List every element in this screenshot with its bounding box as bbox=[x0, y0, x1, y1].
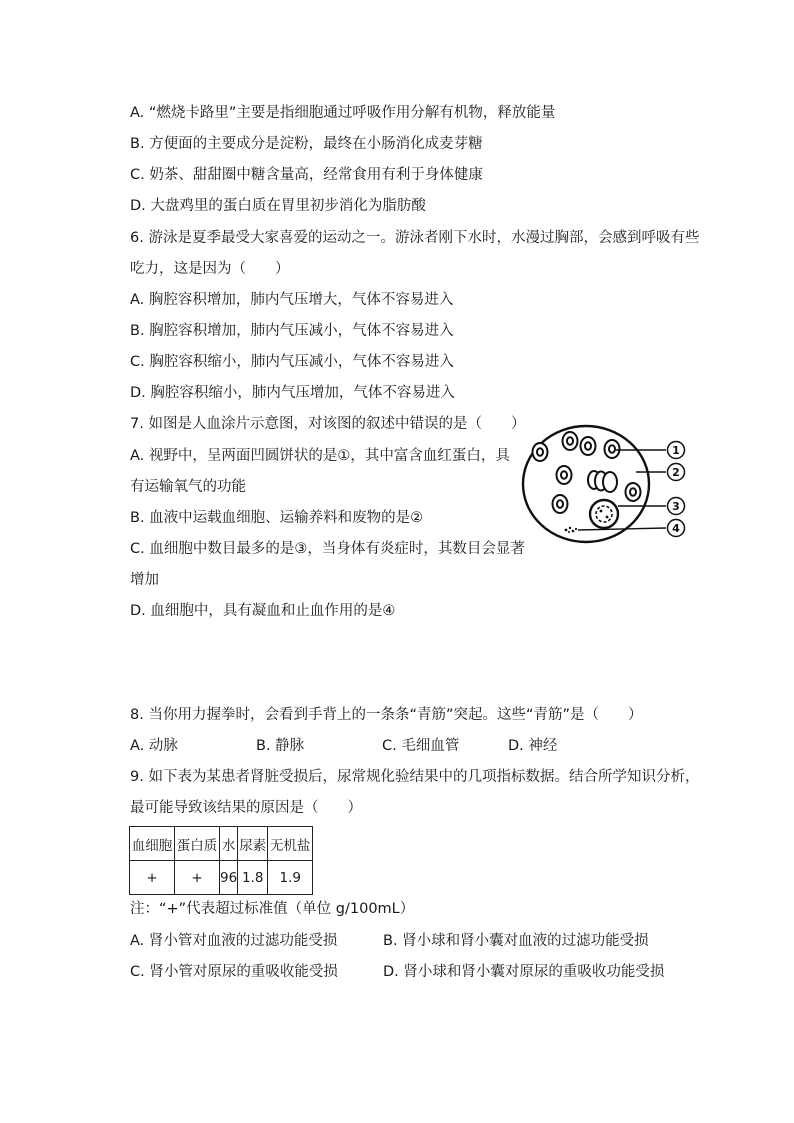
q8-stem: 8. 当你用力握拳时，会看到手背上的一条条“青筋”突起。这些“青筋”是（ ） bbox=[130, 707, 643, 723]
header-protein: 蛋白质 bbox=[175, 827, 220, 861]
q9-option-c: C. 肾小管对原尿的重吸收能受损 bbox=[130, 964, 338, 980]
q6-stem-line1: 6. 游泳是夏季最受大家喜爱的运动之一。游泳者刚下水时，水漫过胸部，会感到呼吸有些 bbox=[130, 230, 700, 246]
q5-option-a: A. “燃烧卡路里”主要是指细胞通过呼吸作用分解有机物，释放能量 bbox=[130, 105, 556, 121]
rbc-stack-3 bbox=[603, 472, 617, 492]
q7-option-a-line2: 有运输氧气的功能 bbox=[130, 479, 246, 495]
header-blood-cells: 血细胞 bbox=[130, 827, 175, 861]
q6-option-d: D. 胸腔容积缩小，肺内气压增加，气体不容易进入 bbox=[130, 385, 455, 401]
blood-smear-figure bbox=[518, 418, 694, 548]
q8-option-c: C. 毛细血管 bbox=[382, 738, 460, 754]
white-blood-cell bbox=[590, 500, 618, 528]
header-water: 水 bbox=[220, 827, 238, 861]
urinalysis-table bbox=[129, 826, 313, 895]
label-2: 2 bbox=[672, 466, 680, 479]
q6-option-c: C. 胸腔容积缩小，肺内气压减小，气体不容易进入 bbox=[130, 354, 454, 370]
q5-option-c: C. 奶茶、甜甜圈中糖含量高，经常食用有利于身体健康 bbox=[130, 167, 483, 183]
q8-option-a: A. 动脉 bbox=[130, 738, 178, 754]
q6-option-a: A. 胸腔容积增加，肺内气压增大，气体不容易进入 bbox=[130, 292, 454, 308]
label-3: 3 bbox=[672, 500, 680, 513]
q7-option-a-line1: A. 视野中，呈两面凹圆饼状的是①，其中富含血红蛋白，具 bbox=[130, 448, 510, 464]
q5-option-b: B. 方便面的主要成分是淀粉，最终在小肠消化成麦芽糖 bbox=[130, 136, 483, 152]
value-inorganic-salt: 1.9 bbox=[268, 861, 313, 895]
q9-option-a: A. 肾小管对血液的过滤功能受损 bbox=[130, 933, 338, 949]
q8-option-d: D. 神经 bbox=[508, 738, 558, 754]
q6-stem-line2: 吃力，这是因为（ ） bbox=[130, 261, 290, 277]
label-1: 1 bbox=[672, 444, 680, 457]
table-header-row bbox=[130, 827, 313, 861]
q9-note: 注：“+”代表超过标准值（单位 g/100mL） bbox=[130, 901, 415, 917]
value-blood-cells: + bbox=[130, 861, 175, 895]
value-water: 96 bbox=[220, 861, 238, 895]
value-urea: 1.8 bbox=[238, 861, 268, 895]
q9-stem-line1: 9. 如下表为某患者肾脏受损后，尿常规化验结果中的几项指标数据。结合所学知识分析， bbox=[130, 769, 700, 785]
header-urea: 尿素 bbox=[238, 827, 268, 861]
q9-option-d: D. 肾小球和肾小囊对原尿的重吸收功能受损 bbox=[383, 964, 665, 980]
q9-stem-line2: 最可能导致该结果的原因是（ ） bbox=[130, 800, 362, 816]
q7-option-c-line2: 增加 bbox=[130, 572, 159, 588]
q7-option-d: D. 血细胞中，具有凝血和止血作用的是④ bbox=[130, 603, 396, 619]
value-protein: + bbox=[175, 861, 220, 895]
q9-option-b: B. 肾小球和肾小囊对血液的过滤功能受损 bbox=[383, 933, 649, 949]
q6-option-b: B. 胸腔容积增加，肺内气压减小，气体不容易进入 bbox=[130, 323, 454, 339]
q7-stem: 7. 如图是人血涂片示意图，对该图的叙述中错误的是（ ） bbox=[130, 416, 526, 432]
label-4: 4 bbox=[672, 522, 680, 535]
q5-option-d: D. 大盘鸡里的蛋白质在胃里初步消化为脂肪酸 bbox=[130, 198, 426, 214]
q7-option-c-line1: C. 血细胞中数目最多的是③，当身体有炎症时，其数目会显著 bbox=[130, 541, 525, 557]
header-inorganic-salt: 无机盐 bbox=[268, 827, 313, 861]
table-row bbox=[130, 861, 313, 895]
q7-option-b: B. 血液中运载血细胞、运输养料和废物的是② bbox=[130, 510, 424, 526]
q8-option-b: B. 静脉 bbox=[256, 738, 305, 754]
